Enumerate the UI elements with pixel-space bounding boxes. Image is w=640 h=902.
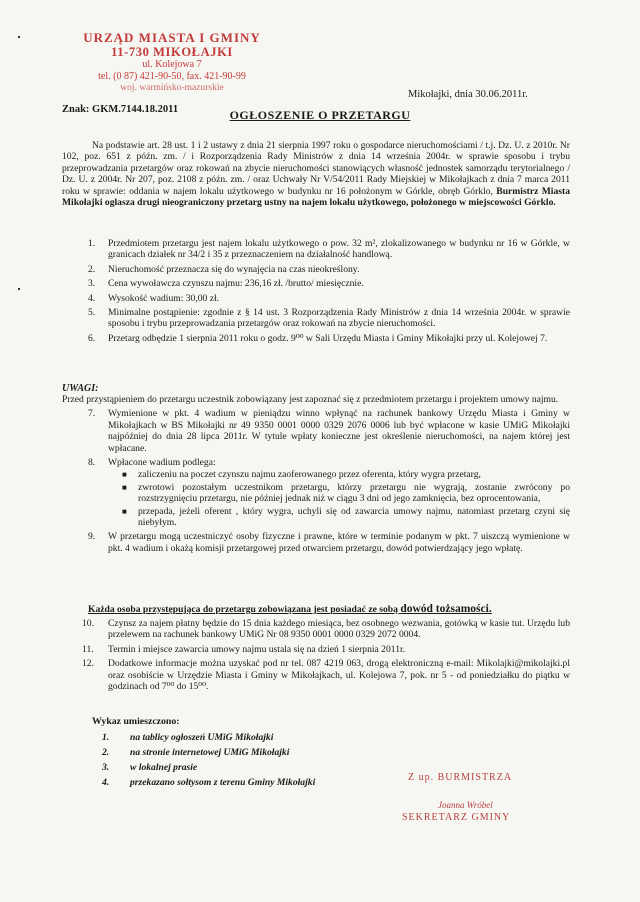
stamp-line: ul. Kolejowa 7 <box>142 59 202 70</box>
signature-stamp <box>402 772 582 832</box>
intro-bold-text: Burmistrz Miasta Mikołajki ogłasza drugi nieograniczony przetarg ustny na najem lokalu użytkowego, położonego w miejscowości Górklo. <box>62 185 570 209</box>
item-number: 3. <box>102 762 110 773</box>
office-stamp <box>62 30 282 94</box>
item-number: 2. <box>88 263 96 275</box>
item-number: 7. <box>88 408 96 420</box>
item-number: 10. <box>82 618 94 629</box>
margin-mark <box>18 288 20 290</box>
list-item <box>62 264 570 275</box>
signature-line: Z up. BURMISTRZA <box>408 772 513 783</box>
item-text: Wysokość wadium: 30,00 zł. <box>108 292 220 304</box>
item-number: 12. <box>82 658 94 670</box>
list-item <box>102 760 315 775</box>
item-text: W przetargu mogą uczestniczyć osoby fizyczne i prawne, które w terminie podanym w pkt. 7 uiszczą wymienione w pkt. 4 wadium i okażą komisji przetargowej przed otwarciem przetargu, dowód potwierdzający jego wpłatę. <box>108 531 570 554</box>
bullet-item <box>62 469 570 480</box>
list-item <box>62 531 570 554</box>
bullet-icon: ■ <box>122 470 127 480</box>
distribution-heading: Wykaz umieszczono: <box>92 716 180 727</box>
item-text: Przedmiotem przetargu jest najem lokalu użytkowego o pow. 32 m², zlokalizowanego w budynku nr 16 w Górkle, w granicach działek nr 34/2 i 35 z przeznaczeniem na działalność handlową. <box>108 238 570 261</box>
list-item <box>102 730 315 745</box>
final-conditions-list <box>62 618 570 693</box>
distribution-list <box>102 730 315 790</box>
item-text: przekazano sołtysom z terenu Gminy Mikołajki <box>130 777 316 788</box>
item-text: Przetarg odbędzie 1 sierpnia 2011 roku o godz. 9⁰⁰ w Sali Urzędu Miasta i Gminy Mikołajki przy ul. Kolejowej 7. <box>108 332 548 344</box>
bullet-text: przepada, jeżeli oferent , który wygra, uchyli się od zawarcia umowy najmu, natomiast przetarg czyni się niebyłym. <box>138 505 570 529</box>
item-number: 11. <box>82 643 94 655</box>
stamp-line: 11-730 MIKOŁAJKI <box>111 45 233 59</box>
item-number: 9. <box>88 531 96 543</box>
item-number: 5. <box>88 307 96 319</box>
intro-text: Na podstawie art. 28 ust. 1 i 2 ustawy z dnia 21 sierpnia 1997 roku o gospodarce nieruchomościami / t.j. Dz. U. z 2010r. Nr 102, poz. 651 z późn. zm. / i Rozporządzenia Rady Ministrów z dnia 14 września 2004r. w sprawie sposobu i trybu przeprowadzania przetargów oraz rokowań na zbycie nieruchomości stanowiących własność jednostek samorządu terytorialnego / Dz. U. z 2004r. Nr 207, poz. 2108 z późn. zm. / oraz Uchwały Nr V/54/2011 Rady Miejskiej w Mikołajkach z dnia 7 marca 2011 roku w sprawie: oddania w najem lokalu użytkowego w budynku nr 16 położonym w Górkle, obręb Górklo, <box>62 140 570 197</box>
list-item <box>62 293 570 304</box>
remarks-text: Przed przystąpieniem do przetargu uczestnik zobowiązany jest zapoznać się z przedmiotem przetargu i projektem umowy najmu. <box>62 394 559 405</box>
item-number: 6. <box>88 332 96 344</box>
list-item <box>62 658 570 692</box>
item-number: 2. <box>102 747 110 758</box>
list-item <box>62 238 570 261</box>
bullet-item <box>62 482 570 505</box>
list-item <box>102 775 315 790</box>
item-number: 1. <box>102 732 110 743</box>
page-title: OGŁOSZENIE O PRZETARGU <box>229 108 411 122</box>
margin-mark <box>18 36 20 38</box>
id-requirement-text: Każda osoba przystępująca do przetargu zobowiązana jest posiadać ze sobą <box>88 604 401 615</box>
id-requirement <box>62 603 570 615</box>
item-text: Wymienione w pkt. 4 wadium w pieniądzu winno wpłynąć na rachunek bankowy Urzędu Miasta i Gminy w Mikołajkach w BS Mikołajki nr 49 9350 0001 0000 0329 2076 0006 lub być wpłacone w kasie UMiG Mikołajki najpóźniej do dnia 28 lipca 2011r. W tytule wpłaty konieczne jest określenie nieruchomości, na najem której jest wpłacane. <box>108 408 570 454</box>
item-number: 4. <box>88 292 96 304</box>
item-number: 1. <box>88 238 96 249</box>
item-text: Termin i miejsce zawarcia umowy najmu ustala się na dzień 1 sierpnia 2011r. <box>108 643 406 655</box>
list-item <box>102 745 315 760</box>
bullet-text: zwrotowi pozostałym uczestnikom przetargu, którzy przetargu nie wygrają, zostanie zwrócony po rozstrzygnięciu przetargu, nie później jednak niż w ciągu 3 dni od jego zamknięcia, bez oprocentowania, <box>138 481 570 505</box>
item-text: Minimalne postąpienie: zgodnie z § 14 ust. 3 Rozporządzenia Rady Ministrów z dnia 14 września 2004r. w sprawie sposobu i trybu przeprowadzania przetargów oraz rokowań na zbycie nieruchomości. <box>108 307 570 330</box>
signature-name: Joanna Wróbel <box>438 800 493 810</box>
stamp-line: tel. (0 87) 421-90-50, fax. 421-90-99 <box>98 71 246 82</box>
item-text: na tablicy ogłoszeń UMiG Mikołajki <box>130 732 274 743</box>
reference-number: Znak: GKM.7144.18.2011 <box>62 104 179 115</box>
stamp-line: URZĄD MIASTA I GMINY <box>83 30 261 45</box>
item-number: 8. <box>88 457 96 469</box>
bullet-text: zaliczeniu na poczet czynszu najmu zaoferowanego przez oferenta, który wygra przetarg, <box>138 469 481 481</box>
conditions-list <box>62 238 570 345</box>
item-number: 3. <box>88 278 96 290</box>
item-number: 4. <box>102 777 110 788</box>
list-item <box>62 457 570 468</box>
bullet-icon: ■ <box>122 482 127 492</box>
item-text: Dodatkowe informacje można uzyskać pod nr tel. 087 4219 063, drogą elektroniczną e-mail: Mikolajki@mikolajki.pl oraz osobiście w Urzędzie Miasta i Gminy w Mikołajkach, ul. Kolejowa 7, pok. nr 5 - od poniedziałku do piątku w godzinach od 7⁰⁰ do 15⁰⁰. <box>108 658 570 693</box>
list-item <box>62 333 570 344</box>
item-text: Cena wywoławcza czynszu najmu: 236,16 zł. /brutto/ miesięcznie. <box>108 278 364 290</box>
bullet-item <box>62 506 570 529</box>
item-text: Nieruchomość przeznacza się do wynajęcia na czas nieokreślony. <box>108 263 360 275</box>
item-text: Wpłacone wadium podlega: <box>108 457 216 469</box>
item-text: na stronie internetowej UMiG Mikołajki <box>130 747 290 758</box>
remarks-section <box>62 394 570 555</box>
deposit-bullets <box>62 469 570 528</box>
id-requirement-emphasis: dowód tożsamości. <box>400 603 492 615</box>
item-text: w lokalnej prasie <box>130 762 198 773</box>
item-text: Czynsz za najem płatny będzie do 15 dnia każdego miesiąca, bez osobnego wezwania, gotówką w kasie tut. Urzędu lub przelewem na rachunek bankowy UMiG Nr 08 9350 0001 0000 0329 2072 0004. <box>108 618 570 641</box>
list-item <box>62 307 570 330</box>
list-item <box>62 408 570 454</box>
remarks-heading: UWAGI: <box>62 383 99 394</box>
document-date: Mikołajki, dnia 30.06.2011r. <box>408 89 528 100</box>
list-item <box>62 278 570 289</box>
stamp-line: woj. warmińsko-mazurskie <box>120 83 224 93</box>
list-item <box>62 618 570 641</box>
intro-paragraph <box>62 140 570 208</box>
list-item <box>62 644 570 655</box>
bullet-icon: ■ <box>122 506 127 516</box>
signature-line: SEKRETARZ GMINY <box>402 812 511 823</box>
